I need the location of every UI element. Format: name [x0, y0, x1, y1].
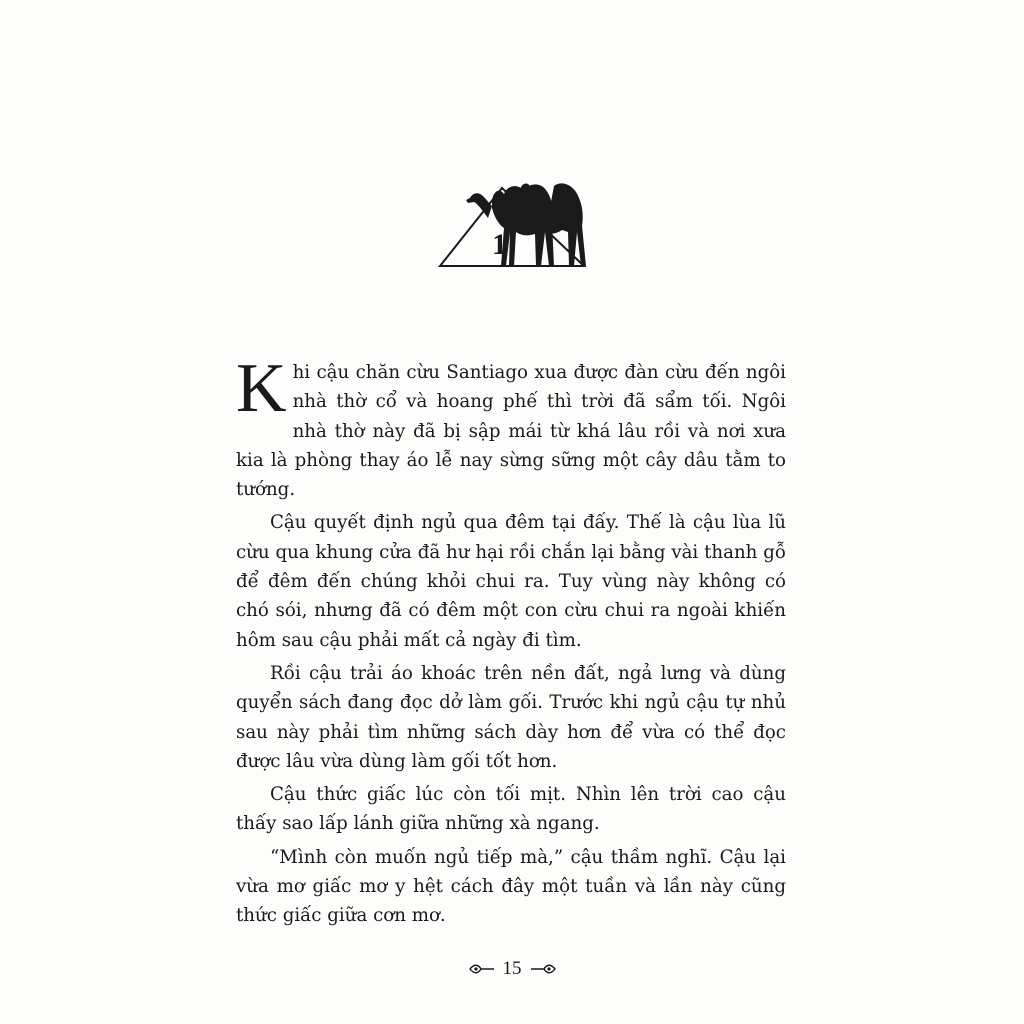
- page-number: 15: [502, 958, 522, 979]
- flourish-ornament-icon: [469, 963, 495, 975]
- paragraph: Cậu thức giấc lúc còn tối mịt. Nhìn lên trời cao cậu thấy sao lấp lánh giữa những xà ngang.: [236, 784, 786, 835]
- chapter-text: [236, 350, 786, 935]
- paragraph: Rồi cậu trải áo khoác trên nền đất, ngả lưng và dùng quyển sách đang đọc dở làm gối. Trước khi ngủ cậu tự nhủ sau này phải tìm những sách dày hơn để vừa có thể đọc được lâu vừa dùng làm gối tốt hơn.: [236, 662, 786, 772]
- paragraph: [236, 350, 786, 504]
- camel-pyramid-icon: [436, 180, 588, 270]
- drop-cap: K: [236, 350, 287, 427]
- paragraph-text: hi cậu chăn cừu Santiago xua được đàn cừu đến ngôi nhà thờ cổ và hoang phế thì trời đã sẩm tối. Ngôi nhà thờ này đã bị sập mái từ khá lâu rồi và nơi xưa kia là phòng thay áo lễ nay sừng sững một cây dâu tằm to tướng.: [236, 362, 786, 501]
- page-footer: [0, 958, 1024, 980]
- paragraph: Cậu quyết định ngủ qua đêm tại đấy. Thế là cậu lùa lũ cừu qua khung cửa đã hư hại rồi chắn lại bằng vài thanh gỗ để đêm đến chúng khỏi chui ra. Tuy vùng này không có chó sói, nhưng đã có đêm một con cừu chui ra ngoài khiến hôm sau cậu phải mất cả ngày đi tìm.: [236, 512, 786, 651]
- chapter-number: 1: [492, 228, 507, 261]
- flourish-ornament-icon: [530, 963, 556, 975]
- paragraph: “Mình còn muốn ngủ tiếp mà,” cậu thầm nghĩ. Cậu lại vừa mơ giấc mơ y hệt cách đây một tuần và lần này cũng thức giấc giữa cơn mơ.: [236, 846, 786, 927]
